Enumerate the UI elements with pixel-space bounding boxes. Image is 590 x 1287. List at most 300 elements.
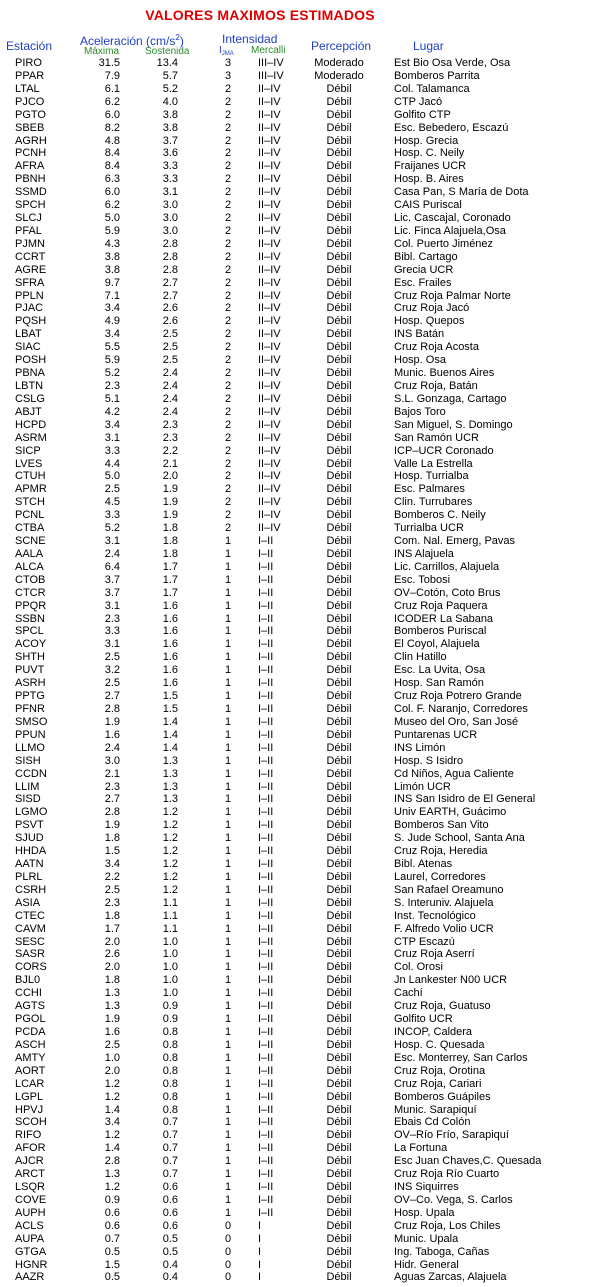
sustained-accel-cell: 1.6 <box>162 651 178 664</box>
page-title: VALORES MAXIMOS ESTIMADOS <box>145 7 375 23</box>
mercalli-cell: I–II <box>258 767 274 780</box>
sustained-accel-cell: 3.8 <box>162 108 178 121</box>
perception-cell: Débil <box>326 832 352 845</box>
mercalli-cell: I <box>258 1219 262 1232</box>
mercalli-cell: I–II <box>258 793 274 806</box>
ijma-cell: 2 <box>224 224 232 237</box>
perception-cell: Débil <box>326 1271 352 1284</box>
mercalli-cell: I–II <box>258 547 274 560</box>
perception-cell: Débil <box>326 1258 352 1271</box>
location-cell: INS Limón <box>394 741 446 754</box>
ijma-cell: 1 <box>224 638 232 651</box>
max-accel-cell: 3.4 <box>104 1116 120 1129</box>
max-accel-cell: 5.0 <box>104 470 120 483</box>
station-code-cell: LLIM <box>15 780 40 793</box>
max-accel-cell: 1.9 <box>104 715 120 728</box>
sustained-accel-cell: 2.3 <box>162 418 178 431</box>
ijma-cell: 2 <box>224 160 232 173</box>
sustained-accel-cell: 2.6 <box>162 315 178 328</box>
sustained-accel-cell: 3.7 <box>162 134 178 147</box>
sustained-accel-cell: 1.1 <box>162 896 178 909</box>
ijma-cell: 0 <box>224 1271 232 1284</box>
ijma-cell: 2 <box>224 95 232 108</box>
sustained-accel-cell: 3.0 <box>162 199 178 212</box>
perception-cell: Débil <box>326 354 352 367</box>
ijma-cell: 2 <box>224 263 232 276</box>
max-accel-cell: 2.4 <box>104 547 120 560</box>
location-cell: Munic. Buenos Aires <box>394 367 495 380</box>
sustained-accel-cell: 3.3 <box>162 160 178 173</box>
table-row <box>0 496 590 509</box>
station-code-cell: HCPD <box>15 418 47 431</box>
table-row <box>0 186 590 199</box>
sustained-accel-cell: 3.6 <box>162 147 178 160</box>
header-lugar: Lugar <box>413 39 444 53</box>
sustained-accel-cell: 1.5 <box>162 703 178 715</box>
perception-cell: Débil <box>326 1193 352 1206</box>
location-cell: Bomberos San Vito <box>394 819 489 832</box>
max-accel-cell: 3.8 <box>104 250 120 263</box>
table-row <box>0 483 590 496</box>
ijma-cell: 1 <box>224 1193 232 1206</box>
max-accel-cell: 5.1 <box>104 392 120 405</box>
table-row <box>0 897 590 910</box>
location-cell: Esc. Monterrey, San Carlos <box>394 1051 528 1064</box>
table-row <box>0 961 590 974</box>
table-row <box>0 225 590 238</box>
station-code-cell: GTGA <box>15 1245 47 1258</box>
station-code-cell: SLCJ <box>15 212 42 225</box>
table-row <box>0 690 590 703</box>
perception-cell: Débil <box>326 121 352 134</box>
max-accel-cell: 3.4 <box>104 418 120 431</box>
station-code-cell: AATN <box>15 858 44 871</box>
header-ijma <box>219 45 234 57</box>
ijma-cell: 2 <box>224 134 232 147</box>
mercalli-cell: II–IV <box>258 186 281 199</box>
station-code-cell: PSVT <box>15 819 44 832</box>
perception-cell: Débil <box>326 883 352 896</box>
perception-cell: Débil <box>326 1090 352 1103</box>
mercalli-cell: I–II <box>258 1090 274 1103</box>
mercalli-cell: I–II <box>258 586 274 599</box>
max-accel-cell: 7.9 <box>104 69 120 82</box>
location-cell: Golfito UCR <box>394 1013 453 1026</box>
max-accel-cell: 8.2 <box>104 121 120 134</box>
station-code-cell: CORS <box>15 961 47 974</box>
perception-cell: Débil <box>326 483 352 496</box>
station-code-cell: ARCT <box>15 1168 45 1181</box>
mercalli-cell: II–IV <box>258 367 281 380</box>
sustained-accel-cell: 1.2 <box>162 819 178 832</box>
station-code-cell: PBNA <box>15 367 45 380</box>
location-cell: Univ EARTH, Guácimo <box>394 806 507 819</box>
table-row <box>0 419 590 432</box>
mercalli-cell: II–IV <box>258 95 281 108</box>
location-cell: Esc Juan Chaves,C. Quesada <box>394 1155 542 1168</box>
ijma-cell: 1 <box>224 728 232 741</box>
station-code-cell: AGTS <box>15 1000 45 1013</box>
table-row <box>0 1026 590 1039</box>
ijma-cell: 1 <box>224 664 232 677</box>
perception-cell: Débil <box>326 612 352 625</box>
location-cell: CTP Jacó <box>394 95 443 108</box>
sustained-accel-cell: 0.8 <box>162 1064 178 1077</box>
table-row <box>0 57 590 70</box>
sustained-accel-cell: 0.6 <box>162 1181 178 1194</box>
mercalli-cell: II–IV <box>258 522 281 535</box>
station-code-cell: AJCR <box>15 1155 44 1168</box>
location-cell: Cruz Roja Jacó <box>394 302 470 315</box>
sustained-accel-cell: 2.2 <box>162 444 178 457</box>
location-cell: INS Alajuela <box>394 547 454 560</box>
location-cell: ICP–UCR Coronado <box>394 444 494 457</box>
max-accel-cell: 6.2 <box>104 199 120 212</box>
ijma-cell: 1 <box>224 625 232 638</box>
station-code-cell: STCH <box>15 496 45 509</box>
mercalli-cell: II–IV <box>258 354 281 367</box>
location-cell: San Miguel, S. Domingo <box>394 418 513 431</box>
table-row <box>0 1116 590 1129</box>
table-row <box>0 264 590 277</box>
header-intensidad: Intensidad <box>222 32 278 46</box>
mercalli-cell: II–IV <box>258 457 281 470</box>
max-accel-cell: 2.3 <box>104 612 120 625</box>
location-cell: INCOP, Caldera <box>394 1026 473 1038</box>
table-row <box>0 109 590 122</box>
table-row <box>0 522 590 535</box>
perception-cell: Débil <box>326 509 352 522</box>
max-accel-cell: 6.0 <box>104 108 120 121</box>
sustained-accel-cell: 0.4 <box>162 1271 178 1284</box>
max-accel-cell: 2.3 <box>104 896 120 909</box>
table-row <box>0 1013 590 1026</box>
table-row <box>0 974 590 987</box>
max-accel-cell: 2.3 <box>104 380 120 392</box>
station-code-cell: PPUN <box>15 728 46 741</box>
max-accel-cell: 1.6 <box>104 728 120 741</box>
station-code-cell: PGOL <box>15 1013 46 1026</box>
table-row <box>0 173 590 186</box>
perception-cell: Débil <box>326 586 352 599</box>
location-cell: San Ramón UCR <box>394 431 479 444</box>
mercalli-cell: II–IV <box>258 276 281 289</box>
max-accel-cell: 6.2 <box>104 95 120 108</box>
mercalli-cell: II–IV <box>258 444 281 457</box>
max-accel-cell: 3.4 <box>104 328 120 341</box>
sustained-accel-cell: 0.8 <box>162 1090 178 1103</box>
max-accel-cell: 1.2 <box>104 1090 120 1103</box>
sustained-accel-cell: 0.9 <box>162 1013 178 1026</box>
table-row <box>0 1220 590 1233</box>
table-row <box>0 858 590 871</box>
station-code-cell: CTUH <box>15 470 46 483</box>
mercalli-cell: II–IV <box>258 289 281 302</box>
sustained-accel-cell: 1.4 <box>162 715 178 728</box>
perception-cell: Débil <box>326 522 352 535</box>
max-accel-cell: 4.4 <box>104 457 120 470</box>
table-row <box>0 664 590 677</box>
sustained-accel-cell: 13.4 <box>156 57 178 69</box>
perception-cell: Débil <box>326 896 352 909</box>
sustained-accel-cell: 1.3 <box>162 767 178 780</box>
mercalli-cell: II–IV <box>258 263 281 276</box>
sustained-accel-cell: 1.8 <box>162 535 178 548</box>
ijma-cell: 1 <box>224 1206 232 1219</box>
table-row <box>0 936 590 949</box>
sustained-accel-cell: 1.1 <box>162 909 178 922</box>
mercalli-cell: I–II <box>258 922 274 935</box>
mercalli-cell: I–II <box>258 909 274 922</box>
perception-cell: Débil <box>326 1000 352 1013</box>
ijma-cell: 2 <box>224 108 232 121</box>
ijma-cell: 2 <box>224 522 232 535</box>
table-row <box>0 587 590 600</box>
mercalli-cell: II–IV <box>258 380 281 392</box>
max-accel-cell: 2.5 <box>104 883 120 896</box>
max-accel-cell: 2.8 <box>104 1155 120 1168</box>
location-cell: Jn Lankester N00 UCR <box>394 974 508 987</box>
station-code-cell: SSMD <box>15 186 47 199</box>
max-accel-cell: 3.8 <box>104 263 120 276</box>
station-code-cell: LGPL <box>15 1090 44 1103</box>
sustained-accel-cell: 0.7 <box>162 1142 178 1155</box>
perception-cell: Débil <box>326 1168 352 1181</box>
max-accel-cell: 0.6 <box>104 1219 120 1232</box>
location-cell: Lic. Cascajal, Coronado <box>394 212 511 225</box>
max-accel-cell: 3.7 <box>104 586 120 599</box>
sustained-accel-cell: 1.9 <box>162 496 178 509</box>
ijma-cell: 2 <box>224 405 232 418</box>
max-accel-cell: 8.4 <box>104 147 120 160</box>
station-code-cell: PUVT <box>15 664 45 677</box>
mercalli-cell: I–II <box>258 1077 274 1090</box>
station-code-cell: RIFO <box>15 1129 42 1142</box>
station-code-cell: SCOH <box>15 1116 47 1129</box>
station-code-cell: PCDA <box>15 1026 46 1038</box>
table-row <box>0 509 590 522</box>
perception-cell: Débil <box>326 380 352 392</box>
mercalli-cell: I–II <box>258 987 274 1000</box>
max-accel-cell: 3.3 <box>104 444 120 457</box>
location-cell: OV–Río Frío, Sarapiquí <box>394 1129 509 1142</box>
sustained-accel-cell: 1.9 <box>162 483 178 496</box>
sustained-accel-cell: 0.9 <box>162 1000 178 1013</box>
perception-cell: Débil <box>326 974 352 987</box>
sustained-accel-cell: 1.7 <box>162 560 178 573</box>
mercalli-cell: I–II <box>258 715 274 728</box>
mercalli-cell: II–IV <box>258 509 281 522</box>
location-cell: S.L. Gonzaga, Cartago <box>394 392 507 405</box>
table-row <box>0 1233 590 1246</box>
station-code-cell: PPAR <box>15 69 45 82</box>
table-row <box>0 354 590 367</box>
ijma-cell: 2 <box>224 212 232 225</box>
location-cell: Bibl. Atenas <box>394 858 453 871</box>
location-cell: Museo del Oro, San José <box>394 715 519 728</box>
location-cell: Col. Talamanca <box>394 82 470 95</box>
ijma-cell: 1 <box>224 948 232 961</box>
mercalli-cell: I–II <box>258 1026 274 1038</box>
sustained-accel-cell: 1.2 <box>162 870 178 883</box>
perception-cell: Débil <box>326 690 352 703</box>
mercalli-cell: II–IV <box>258 250 281 263</box>
location-cell: F. Alfredo Volio UCR <box>394 922 494 935</box>
ijma-cell: 2 <box>224 444 232 457</box>
ijma-cell: 1 <box>224 1129 232 1142</box>
location-cell: San Rafael Oreamuno <box>394 883 504 896</box>
station-code-cell: LTAL <box>15 82 40 95</box>
mercalli-cell: I–II <box>258 1168 274 1181</box>
max-accel-cell: 1.2 <box>104 1181 120 1194</box>
perception-cell: Débil <box>326 638 352 651</box>
station-code-cell: CCDN <box>15 767 47 780</box>
location-cell: Bibl. Cartago <box>394 250 458 263</box>
sustained-accel-cell: 2.5 <box>162 341 178 354</box>
max-accel-cell: 2.2 <box>104 870 120 883</box>
perception-cell: Débil <box>326 1129 352 1142</box>
max-accel-cell: 1.2 <box>104 1077 120 1090</box>
header-ijma-base: I <box>219 45 222 56</box>
station-code-cell: SFRA <box>15 276 45 289</box>
mercalli-cell: I–II <box>258 573 274 586</box>
sustained-accel-cell: 2.5 <box>162 328 178 341</box>
max-accel-cell: 3.1 <box>104 535 120 548</box>
ijma-cell: 1 <box>224 1051 232 1064</box>
station-code-cell: PBNH <box>15 173 46 186</box>
perception-cell: Débil <box>326 870 352 883</box>
perception-cell: Débil <box>326 392 352 405</box>
max-accel-cell: 0.5 <box>104 1245 120 1258</box>
station-code-cell: HGNR <box>15 1258 48 1271</box>
perception-cell: Débil <box>326 754 352 767</box>
table-row <box>0 832 590 845</box>
station-code-cell: SPCH <box>15 199 46 212</box>
sustained-accel-cell: 1.2 <box>162 845 178 858</box>
mercalli-cell: II–IV <box>258 405 281 418</box>
perception-cell: Débil <box>326 1142 352 1155</box>
table-row <box>0 470 590 483</box>
ijma-cell: 1 <box>224 1064 232 1077</box>
table-row <box>0 445 590 458</box>
table-row <box>0 613 590 626</box>
max-accel-cell: 1.8 <box>104 974 120 987</box>
table-row <box>0 1104 590 1117</box>
perception-cell: Débil <box>326 1013 352 1026</box>
table-row <box>0 638 590 651</box>
sustained-accel-cell: 0.6 <box>162 1219 178 1232</box>
max-accel-cell: 1.2 <box>104 1129 120 1142</box>
mercalli-cell: II–IV <box>258 328 281 341</box>
sustained-accel-cell: 3.8 <box>162 121 178 134</box>
location-cell: Esc. Palmares <box>394 483 465 496</box>
max-accel-cell: 2.6 <box>104 948 120 961</box>
table-row <box>0 755 590 768</box>
station-code-cell: PGTO <box>15 108 46 121</box>
perception-cell: Débil <box>326 703 352 715</box>
station-code-cell: SICP <box>15 444 41 457</box>
sustained-accel-cell: 2.4 <box>162 367 178 380</box>
mercalli-cell: II–IV <box>258 392 281 405</box>
ijma-cell: 1 <box>224 547 232 560</box>
location-cell: Cruz Roja, Orotina <box>394 1064 486 1077</box>
station-code-cell: CTOB <box>15 573 46 586</box>
location-cell: Hosp. C. Neily <box>394 147 465 160</box>
station-code-cell: SISH <box>15 754 41 767</box>
ijma-cell: 1 <box>224 535 232 548</box>
perception-cell: Débil <box>326 664 352 677</box>
perception-cell: Débil <box>326 328 352 341</box>
max-accel-cell: 6.3 <box>104 173 120 186</box>
perception-cell: Débil <box>326 1219 352 1232</box>
sustained-accel-cell: 1.1 <box>162 922 178 935</box>
ijma-cell: 1 <box>224 1155 232 1168</box>
location-cell: Cachí <box>394 987 423 1000</box>
sustained-accel-cell: 1.6 <box>162 612 178 625</box>
location-cell: Inst. Tecnológico <box>394 909 476 922</box>
station-code-cell: CCRT <box>15 250 46 263</box>
ijma-cell: 2 <box>224 302 232 315</box>
table-row <box>0 1207 590 1220</box>
mercalli-cell: I–II <box>258 1013 274 1026</box>
sustained-accel-cell: 1.3 <box>162 793 178 806</box>
mercalli-cell: I–II <box>258 651 274 664</box>
mercalli-cell: I–II <box>258 1103 274 1116</box>
station-code-cell: AMTY <box>15 1051 46 1064</box>
table-row <box>0 1065 590 1078</box>
station-code-cell: SBEB <box>15 121 45 134</box>
max-accel-cell: 1.4 <box>104 1103 120 1116</box>
sustained-accel-cell: 1.2 <box>162 832 178 845</box>
mercalli-cell: II–IV <box>258 470 281 483</box>
ijma-cell: 1 <box>224 845 232 858</box>
location-cell: Bomberos Parrita <box>394 69 480 82</box>
station-code-cell: PJAC <box>15 302 44 315</box>
table-row <box>0 277 590 290</box>
location-cell: Cd Niños, Agua Caliente <box>394 767 514 780</box>
max-accel-cell: 3.1 <box>104 431 120 444</box>
sustained-accel-cell: 0.8 <box>162 1077 178 1090</box>
mercalli-cell: I <box>258 1258 262 1271</box>
table-row <box>0 910 590 923</box>
table-row <box>0 458 590 471</box>
table-row <box>0 147 590 160</box>
perception-cell: Débil <box>326 625 352 638</box>
perception-cell: Débil <box>326 289 352 302</box>
max-accel-cell: 5.5 <box>104 341 120 354</box>
ijma-cell: 1 <box>224 806 232 819</box>
sustained-accel-cell: 5.7 <box>162 69 178 82</box>
sustained-accel-cell: 1.9 <box>162 509 178 522</box>
location-cell: Cruz Roja, Batán <box>394 380 478 392</box>
mercalli-cell: I <box>258 1232 262 1245</box>
perception-cell: Débil <box>326 922 352 935</box>
station-code-cell: LGMO <box>15 806 48 819</box>
max-accel-cell: 3.1 <box>104 599 120 612</box>
ijma-cell: 1 <box>224 961 232 974</box>
max-accel-cell: 1.6 <box>104 1026 120 1038</box>
mercalli-cell: I–II <box>258 974 274 987</box>
ijma-cell: 1 <box>224 560 232 573</box>
table-row <box>0 160 590 173</box>
sustained-accel-cell: 5.2 <box>162 82 178 95</box>
header-aceleracion-text: Aceleración (cm/s <box>80 34 176 48</box>
max-accel-cell: 1.9 <box>104 1013 120 1026</box>
location-cell: Bomberos Guápiles <box>394 1090 491 1103</box>
ijma-cell: 1 <box>224 741 232 754</box>
station-code-cell: LCAR <box>15 1077 45 1090</box>
table-row <box>0 781 590 794</box>
